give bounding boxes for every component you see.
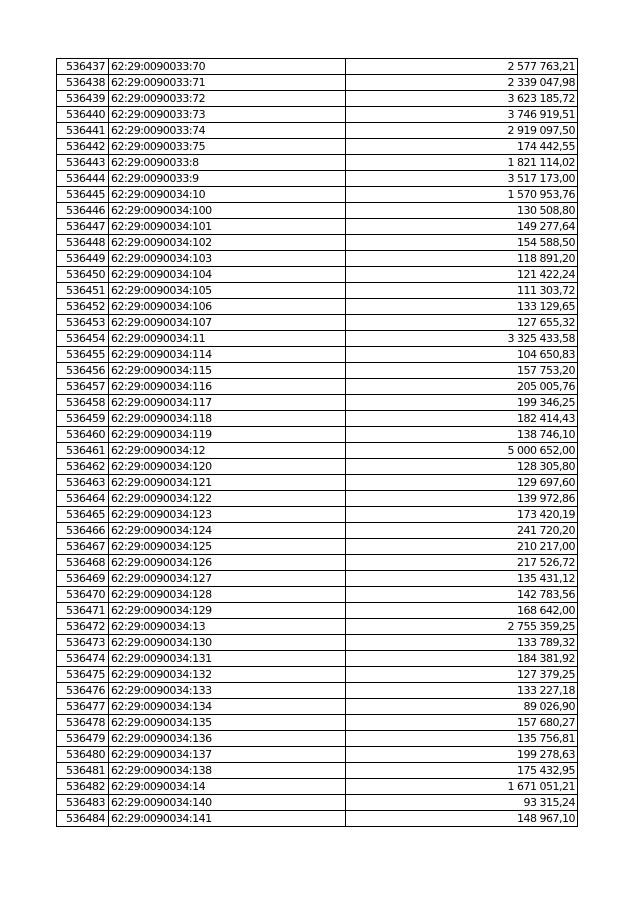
cadastral-value-cell: 205 005,76 — [346, 379, 578, 395]
cadastral-number-cell: 62:29:0090034:120 — [109, 459, 346, 475]
cadastral-number-cell: 62:29:0090033:70 — [109, 59, 346, 75]
row-number-cell: 536446 — [57, 203, 109, 219]
row-number-cell: 536464 — [57, 491, 109, 507]
table-row — [57, 347, 578, 363]
table-row — [57, 571, 578, 587]
row-number-cell: 536480 — [57, 747, 109, 763]
cadastral-number-cell: 62:29:0090034:126 — [109, 555, 346, 571]
cadastral-value-table — [56, 58, 578, 827]
cadastral-value-cell: 5 000 652,00 — [346, 443, 578, 459]
table-row — [57, 235, 578, 251]
table-row — [57, 299, 578, 315]
cadastral-number-cell: 62:29:0090034:13 — [109, 619, 346, 635]
cadastral-value-cell: 139 972,86 — [346, 491, 578, 507]
row-number-cell: 536439 — [57, 91, 109, 107]
row-number-cell: 536479 — [57, 731, 109, 747]
row-number-cell: 536463 — [57, 475, 109, 491]
cadastral-value-cell: 173 420,19 — [346, 507, 578, 523]
table-row — [57, 251, 578, 267]
row-number-cell: 536475 — [57, 667, 109, 683]
row-number-cell: 536450 — [57, 267, 109, 283]
row-number-cell: 536474 — [57, 651, 109, 667]
table-row — [57, 219, 578, 235]
cadastral-value-cell: 89 026,90 — [346, 699, 578, 715]
cadastral-value-cell: 2 919 097,50 — [346, 123, 578, 139]
table-row — [57, 203, 578, 219]
cadastral-value-cell: 199 278,63 — [346, 747, 578, 763]
cadastral-value-cell: 217 526,72 — [346, 555, 578, 571]
cadastral-value-cell: 3 517 173,00 — [346, 171, 578, 187]
cadastral-number-cell: 62:29:0090034:127 — [109, 571, 346, 587]
cadastral-number-cell: 62:29:0090034:14 — [109, 779, 346, 795]
cadastral-number-cell: 62:29:0090033:73 — [109, 107, 346, 123]
cadastral-value-cell: 135 756,81 — [346, 731, 578, 747]
cadastral-number-cell: 62:29:0090034:141 — [109, 811, 346, 827]
cadastral-number-cell: 62:29:0090034:123 — [109, 507, 346, 523]
cadastral-number-cell: 62:29:0090034:122 — [109, 491, 346, 507]
row-number-cell: 536441 — [57, 123, 109, 139]
row-number-cell: 536482 — [57, 779, 109, 795]
cadastral-number-cell: 62:29:0090034:102 — [109, 235, 346, 251]
table-row — [57, 795, 578, 811]
table-row — [57, 123, 578, 139]
cadastral-number-cell: 62:29:0090034:114 — [109, 347, 346, 363]
cadastral-value-cell: 157 680,27 — [346, 715, 578, 731]
row-number-cell: 536451 — [57, 283, 109, 299]
table-row — [57, 171, 578, 187]
table-row — [57, 763, 578, 779]
cadastral-value-cell: 1 821 114,02 — [346, 155, 578, 171]
cadastral-value-cell: 2 339 047,98 — [346, 75, 578, 91]
cadastral-number-cell: 62:29:0090034:107 — [109, 315, 346, 331]
row-number-cell: 536469 — [57, 571, 109, 587]
table-row — [57, 315, 578, 331]
cadastral-value-cell: 1 570 953,76 — [346, 187, 578, 203]
cadastral-value-cell: 129 697,60 — [346, 475, 578, 491]
cadastral-number-cell: 62:29:0090033:9 — [109, 171, 346, 187]
row-number-cell: 536483 — [57, 795, 109, 811]
cadastral-value-cell: 111 303,72 — [346, 283, 578, 299]
cadastral-number-cell: 62:29:0090033:72 — [109, 91, 346, 107]
table-row — [57, 635, 578, 651]
table-row — [57, 331, 578, 347]
cadastral-number-cell: 62:29:0090034:130 — [109, 635, 346, 651]
cadastral-number-cell: 62:29:0090034:124 — [109, 523, 346, 539]
cadastral-value-cell: 157 753,20 — [346, 363, 578, 379]
cadastral-number-cell: 62:29:0090034:132 — [109, 667, 346, 683]
cadastral-value-cell: 127 655,32 — [346, 315, 578, 331]
cadastral-value-cell: 154 588,50 — [346, 235, 578, 251]
table-row — [57, 715, 578, 731]
table-row — [57, 267, 578, 283]
cadastral-number-cell: 62:29:0090034:104 — [109, 267, 346, 283]
cadastral-number-cell: 62:29:0090034:117 — [109, 395, 346, 411]
row-number-cell: 536465 — [57, 507, 109, 523]
cadastral-value-cell: 149 277,64 — [346, 219, 578, 235]
cadastral-value-cell: 135 431,12 — [346, 571, 578, 587]
row-number-cell: 536478 — [57, 715, 109, 731]
table-row — [57, 139, 578, 155]
cadastral-number-cell: 62:29:0090034:101 — [109, 219, 346, 235]
cadastral-value-cell: 2 577 763,21 — [346, 59, 578, 75]
cadastral-value-cell: 133 129,65 — [346, 299, 578, 315]
cadastral-value-cell: 3 325 433,58 — [346, 331, 578, 347]
table-row — [57, 523, 578, 539]
cadastral-value-cell: 1 671 051,21 — [346, 779, 578, 795]
table-row — [57, 731, 578, 747]
table-row — [57, 155, 578, 171]
table-row — [57, 683, 578, 699]
row-number-cell: 536443 — [57, 155, 109, 171]
row-number-cell: 536466 — [57, 523, 109, 539]
row-number-cell: 536461 — [57, 443, 109, 459]
cadastral-number-cell: 62:29:0090034:121 — [109, 475, 346, 491]
cadastral-value-cell: 199 346,25 — [346, 395, 578, 411]
cadastral-value-cell: 133 789,32 — [346, 635, 578, 651]
table-row — [57, 395, 578, 411]
cadastral-number-cell: 62:29:0090034:128 — [109, 587, 346, 603]
cadastral-number-cell: 62:29:0090034:136 — [109, 731, 346, 747]
cadastral-number-cell: 62:29:0090034:133 — [109, 683, 346, 699]
cadastral-value-cell: 148 967,10 — [346, 811, 578, 827]
row-number-cell: 536481 — [57, 763, 109, 779]
cadastral-number-cell: 62:29:0090034:115 — [109, 363, 346, 379]
table-row — [57, 811, 578, 827]
cadastral-number-cell: 62:29:0090034:131 — [109, 651, 346, 667]
table-row — [57, 475, 578, 491]
cadastral-number-cell: 62:29:0090034:11 — [109, 331, 346, 347]
cadastral-number-cell: 62:29:0090034:137 — [109, 747, 346, 763]
table-row — [57, 411, 578, 427]
table-row — [57, 75, 578, 91]
cadastral-number-cell: 62:29:0090034:100 — [109, 203, 346, 219]
row-number-cell: 536447 — [57, 219, 109, 235]
cadastral-number-cell: 62:29:0090034:129 — [109, 603, 346, 619]
table-row — [57, 539, 578, 555]
table-row — [57, 283, 578, 299]
row-number-cell: 536457 — [57, 379, 109, 395]
cadastral-value-cell: 93 315,24 — [346, 795, 578, 811]
row-number-cell: 536442 — [57, 139, 109, 155]
cadastral-number-cell: 62:29:0090034:138 — [109, 763, 346, 779]
row-number-cell: 536471 — [57, 603, 109, 619]
table-row — [57, 443, 578, 459]
table-row — [57, 667, 578, 683]
cadastral-number-cell: 62:29:0090033:71 — [109, 75, 346, 91]
cadastral-value-cell: 168 642,00 — [346, 603, 578, 619]
cadastral-number-cell: 62:29:0090034:118 — [109, 411, 346, 427]
cadastral-number-cell: 62:29:0090034:125 — [109, 539, 346, 555]
row-number-cell: 536467 — [57, 539, 109, 555]
cadastral-value-cell: 104 650,83 — [346, 347, 578, 363]
row-number-cell: 536453 — [57, 315, 109, 331]
cadastral-number-cell: 62:29:0090033:74 — [109, 123, 346, 139]
cadastral-value-cell: 130 508,80 — [346, 203, 578, 219]
cadastral-value-cell: 128 305,80 — [346, 459, 578, 475]
table-row — [57, 699, 578, 715]
cadastral-number-cell: 62:29:0090034:134 — [109, 699, 346, 715]
row-number-cell: 536470 — [57, 587, 109, 603]
table-row — [57, 59, 578, 75]
cadastral-number-cell: 62:29:0090034:105 — [109, 283, 346, 299]
cadastral-value-cell: 175 432,95 — [346, 763, 578, 779]
cadastral-value-cell: 138 746,10 — [346, 427, 578, 443]
cadastral-value-cell: 118 891,20 — [346, 251, 578, 267]
table-body — [57, 59, 578, 827]
row-number-cell: 536449 — [57, 251, 109, 267]
row-number-cell: 536468 — [57, 555, 109, 571]
cadastral-number-cell: 62:29:0090034:103 — [109, 251, 346, 267]
cadastral-number-cell: 62:29:0090034:12 — [109, 443, 346, 459]
row-number-cell: 536444 — [57, 171, 109, 187]
cadastral-value-cell: 127 379,25 — [346, 667, 578, 683]
table-row — [57, 363, 578, 379]
table-row — [57, 619, 578, 635]
cadastral-value-cell: 174 442,55 — [346, 139, 578, 155]
table-row — [57, 603, 578, 619]
cadastral-value-cell: 142 783,56 — [346, 587, 578, 603]
row-number-cell: 536437 — [57, 59, 109, 75]
cadastral-value-cell: 210 217,00 — [346, 539, 578, 555]
table-row — [57, 427, 578, 443]
table-row — [57, 507, 578, 523]
table-row — [57, 779, 578, 795]
cadastral-value-cell: 133 227,18 — [346, 683, 578, 699]
cadastral-value-cell: 241 720,20 — [346, 523, 578, 539]
cadastral-value-cell: 184 381,92 — [346, 651, 578, 667]
row-number-cell: 536456 — [57, 363, 109, 379]
row-number-cell: 536458 — [57, 395, 109, 411]
table-row — [57, 587, 578, 603]
table-row — [57, 491, 578, 507]
row-number-cell: 536438 — [57, 75, 109, 91]
row-number-cell: 536448 — [57, 235, 109, 251]
cadastral-number-cell: 62:29:0090034:106 — [109, 299, 346, 315]
row-number-cell: 536455 — [57, 347, 109, 363]
row-number-cell: 536484 — [57, 811, 109, 827]
table-row — [57, 107, 578, 123]
cadastral-number-cell: 62:29:0090034:140 — [109, 795, 346, 811]
table-row — [57, 91, 578, 107]
row-number-cell: 536445 — [57, 187, 109, 203]
row-number-cell: 536460 — [57, 427, 109, 443]
row-number-cell: 536459 — [57, 411, 109, 427]
table-row — [57, 459, 578, 475]
table-row — [57, 651, 578, 667]
cadastral-number-cell: 62:29:0090034:116 — [109, 379, 346, 395]
cadastral-value-cell: 121 422,24 — [346, 267, 578, 283]
table-row — [57, 555, 578, 571]
row-number-cell: 536472 — [57, 619, 109, 635]
row-number-cell: 536452 — [57, 299, 109, 315]
cadastral-number-cell: 62:29:0090033:75 — [109, 139, 346, 155]
row-number-cell: 536477 — [57, 699, 109, 715]
row-number-cell: 536476 — [57, 683, 109, 699]
row-number-cell: 536454 — [57, 331, 109, 347]
table-row — [57, 187, 578, 203]
cadastral-number-cell: 62:29:0090034:135 — [109, 715, 346, 731]
cadastral-value-cell: 3 746 919,51 — [346, 107, 578, 123]
cadastral-number-cell: 62:29:0090034:10 — [109, 187, 346, 203]
row-number-cell: 536473 — [57, 635, 109, 651]
cadastral-number-cell: 62:29:0090034:119 — [109, 427, 346, 443]
cadastral-value-cell: 2 755 359,25 — [346, 619, 578, 635]
table-row — [57, 747, 578, 763]
cadastral-value-cell: 3 623 185,72 — [346, 91, 578, 107]
table-row — [57, 379, 578, 395]
cadastral-number-cell: 62:29:0090033:8 — [109, 155, 346, 171]
row-number-cell: 536440 — [57, 107, 109, 123]
row-number-cell: 536462 — [57, 459, 109, 475]
cadastral-value-cell: 182 414,43 — [346, 411, 578, 427]
